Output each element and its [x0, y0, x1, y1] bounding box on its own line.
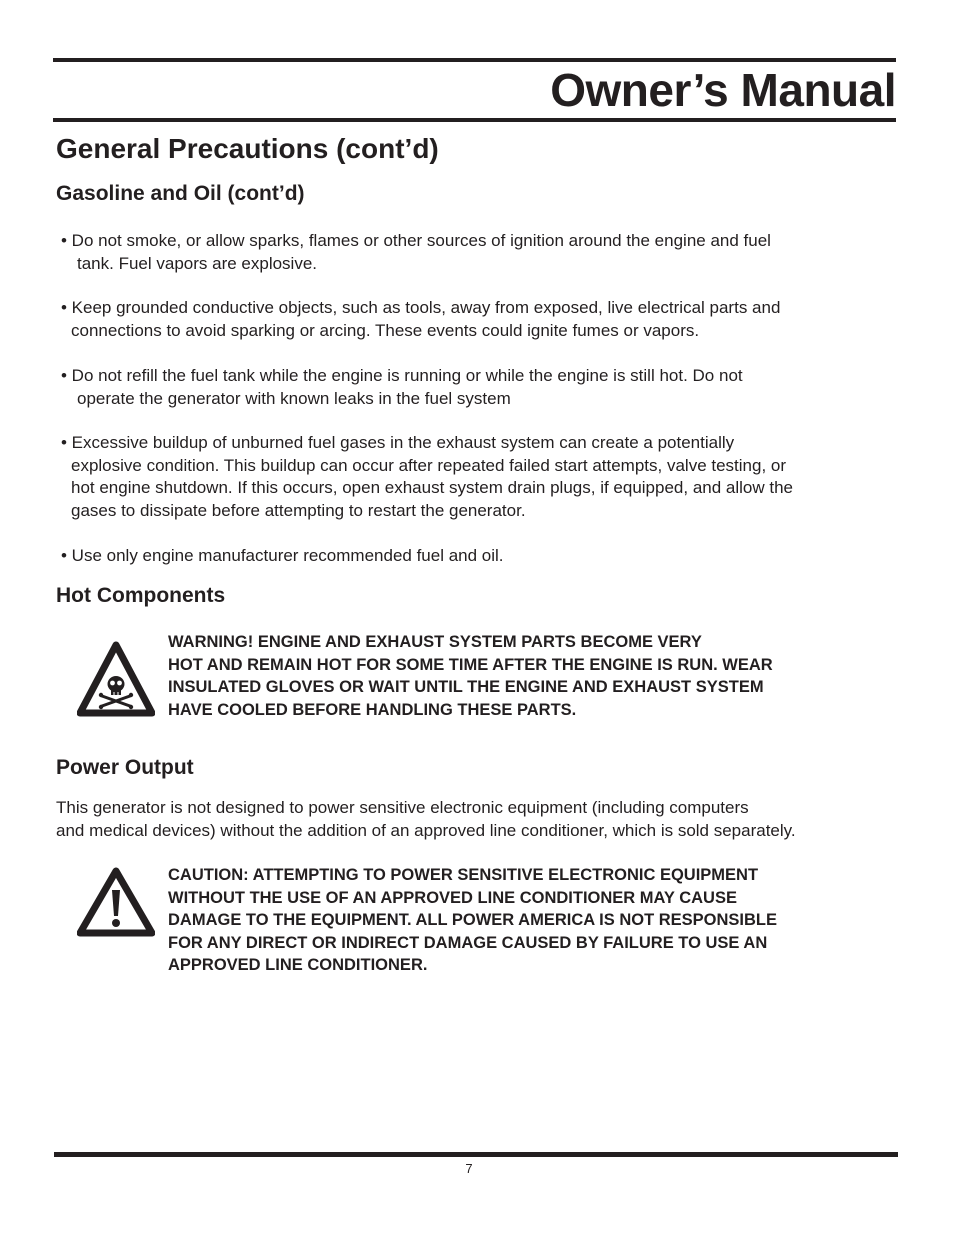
- bullet-line: • Keep grounded conductive objects, such as tools, away from exposed, live electrical parts and: [61, 298, 781, 317]
- skull-crossbones-warning-icon: [77, 640, 155, 718]
- hot-components-heading: Hot Components: [56, 584, 226, 607]
- caution-line: CAUTION: ATTEMPTING TO POWER SENSITIVE ELECTRONIC EQUIPMENT: [168, 866, 759, 884]
- warning-line: WARNING! ENGINE AND EXHAUST SYSTEM PARTS BECOME VERY: [168, 633, 702, 651]
- bullet-line: explosive condition. This buildup can occur after repeated failed start attempts, valve testing, or: [71, 455, 787, 475]
- bullet-line: hot engine shutdown. If this occurs, open exhaust system drain plugs, if equipped, and allow the: [71, 478, 794, 497]
- bullet-item-4: [61, 432, 911, 522]
- paragraph-line: This generator is not designed to power sensitive electronic equipment (including computers: [56, 798, 749, 817]
- header-bottom-rule: [53, 118, 896, 122]
- power-output-caution: [168, 864, 908, 977]
- caution-line: DAMAGE TO THE EQUIPMENT. ALL POWER AMERICA IS NOT RESPONSIBLE: [168, 911, 778, 930]
- bullet-line: • Use only engine manufacturer recommended fuel and oil.: [61, 546, 504, 565]
- page-number: 7: [465, 1161, 473, 1176]
- bullet-item-1: [61, 230, 911, 275]
- bullet-item-2: [61, 297, 911, 342]
- bullet-line: operate the generator with known leaks in the fuel system: [77, 388, 511, 408]
- bullet-line: tank. Fuel vapors are explosive.: [77, 253, 318, 273]
- warning-line: HOT AND REMAIN HOT FOR SOME TIME AFTER THE ENGINE IS RUN. WEAR: [168, 655, 773, 674]
- bullet-line: gases to dissipate before attempting to restart the generator.: [71, 500, 526, 520]
- warning-line: HAVE COOLED BEFORE HANDLING THESE PARTS.: [168, 700, 577, 719]
- bullet-item-5: [61, 545, 911, 568]
- bullet-line: • Excessive buildup of unburned fuel gases in the exhaust system can create a potentially: [61, 433, 735, 452]
- gasoline-heading: Gasoline and Oil (cont’d): [56, 182, 305, 205]
- bullet-line: • Do not refill the fuel tank while the engine is running or while the engine is still hot. Do not: [61, 366, 743, 385]
- caution-line: WITHOUT THE USE OF AN APPROVED LINE CONDITIONER MAY CAUSE: [168, 888, 737, 907]
- bullet-line: connections to avoid sparking or arcing. These events could ignite fumes or vapors.: [71, 320, 700, 340]
- paragraph-line: and medical devices) without the addition of an approved line conditioner, which is sold separately.: [56, 820, 796, 840]
- caution-line: FOR ANY DIRECT OR INDIRECT DAMAGE CAUSED BY FAILURE TO USE AN: [168, 933, 768, 952]
- hot-components-warning: [168, 631, 908, 721]
- manual-title: Owner’s Manual: [550, 64, 896, 116]
- exclamation-warning-icon: [77, 866, 155, 938]
- section-title: General Precautions (cont’d): [56, 133, 439, 164]
- footer-rule: [54, 1152, 898, 1157]
- power-output-heading: Power Output: [56, 756, 194, 779]
- bullet-item-3: [61, 365, 911, 410]
- bullet-line: • Do not smoke, or allow sparks, flames or other sources of ignition around the engine and fuel: [61, 231, 771, 250]
- warning-line: INSULATED GLOVES OR WAIT UNTIL THE ENGINE AND EXHAUST SYSTEM: [168, 678, 764, 697]
- power-output-paragraph: [56, 797, 936, 842]
- caution-line: APPROVED LINE CONDITIONER.: [168, 956, 428, 975]
